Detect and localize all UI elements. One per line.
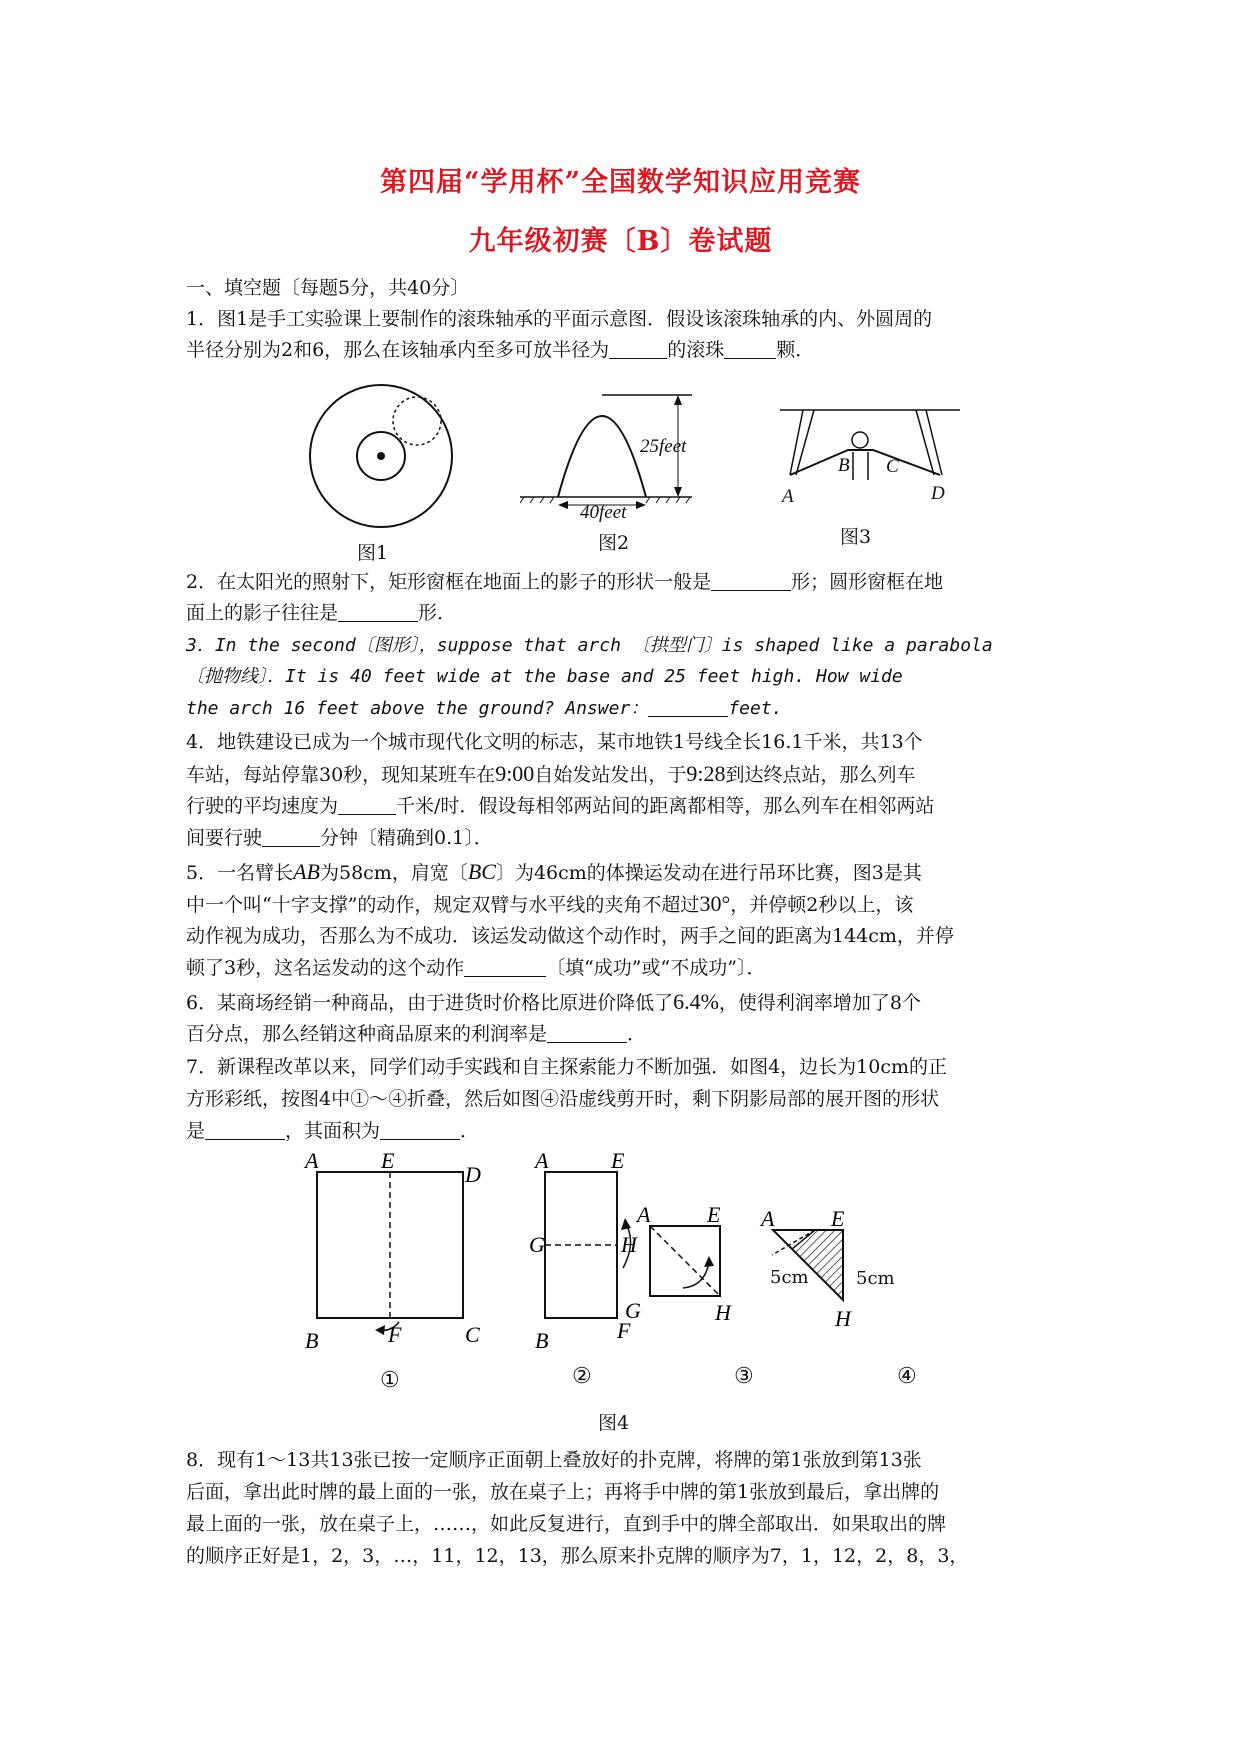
svg-text:H: H bbox=[835, 1306, 851, 1331]
figure-4-caption: 图4 bbox=[598, 1412, 630, 1434]
q8-line1: 8．现有1～13共13张已按一定顺序正面朝上叠放好的扑克牌，将牌的第1张放到第13张 bbox=[186, 1449, 922, 1471]
svg-text:H: H bbox=[715, 1300, 731, 1325]
figure-4-sub-1: ① bbox=[380, 1368, 400, 1393]
q4-blank1[interactable] bbox=[338, 796, 396, 815]
q6-line1: 6．某商场经销一种商品，由于进货时价格比原进价降低了6.4%，使得利润率增加了8个 bbox=[186, 989, 922, 1014]
figure-3-label-d: D bbox=[931, 483, 945, 504]
svg-text:C: C bbox=[465, 1322, 480, 1347]
figure-2-width-label: 40feet bbox=[580, 502, 627, 523]
q4-line3: 行驶的平均速度为 千米/时．假设每相邻两站间的距离都相等，那么列车在相邻两站 bbox=[186, 795, 935, 817]
figure-3-label-c: C bbox=[886, 456, 899, 477]
q4-line4: 间要行驶 分钟〔精确到0.1〕． bbox=[186, 827, 493, 849]
q1-line1: 1．图1是手工实验课上要制作的滚珠轴承的平面示意图．假设该滚珠轴承的内、外圆周的 bbox=[186, 308, 933, 330]
q4-blank2[interactable] bbox=[262, 828, 320, 847]
page-title: 第四届“学用杯”全国数学知识应用竞赛 bbox=[379, 167, 862, 198]
q7-blank1[interactable] bbox=[205, 1121, 285, 1140]
q1-blank1[interactable] bbox=[609, 340, 667, 359]
q2-blank2[interactable] bbox=[338, 603, 418, 622]
q3-blank[interactable] bbox=[648, 698, 728, 717]
figure-1-caption: 图1 bbox=[357, 542, 389, 564]
q8-line2: 后面，拿出此时牌的最上面的一张，放在桌子上；再将手中牌的第1张放到最后，拿出牌的 bbox=[186, 1481, 940, 1503]
q4-line1: 4．地铁建设已成为一个城市现代化文明的标志，某市地铁1号线全长16.1千米，共13个 bbox=[186, 731, 923, 753]
q2-line2: 面上的影子往往是 形． bbox=[186, 602, 457, 624]
figure-3-caption: 图3 bbox=[840, 526, 872, 548]
q1-line2: 半径分别为2和6，那么在该轴承内至多可放半径为 的滚珠 颗． bbox=[186, 339, 815, 361]
svg-text:A: A bbox=[305, 1150, 319, 1173]
figure-4-dim-right: 5cm bbox=[856, 1268, 895, 1289]
svg-text:E: E bbox=[707, 1202, 721, 1227]
figure-4-folding bbox=[295, 1150, 975, 1350]
figure-4-sub-3: ③ bbox=[734, 1364, 754, 1389]
figure-4-sub-4: ④ bbox=[897, 1364, 917, 1389]
q8-line4: 的顺序正好是1，2，3，…，11，12，13，那么原来扑克牌的顺序为7，1，12，2，8，3， bbox=[186, 1545, 969, 1567]
figure-1-bearing bbox=[305, 380, 465, 540]
figure-3-label-a: A bbox=[782, 486, 794, 507]
svg-text:B: B bbox=[535, 1328, 549, 1350]
q3-line2: 〔抛物线〕．It is 40 feet wide at the base and 25 feet high. How wide bbox=[186, 666, 903, 687]
q3-line1: 3．In the second〔图形〕，suppose that arch 〔拱型门〕is shaped like a parabola bbox=[186, 635, 993, 656]
svg-text:E: E bbox=[611, 1150, 625, 1173]
q5-line2: 中一个叫“十字支撑”的动作，规定双臂与水平线的夹角不超过30°，并停顿2秒以上，该 bbox=[186, 891, 914, 916]
q5-line4: 顿了3秒，这名运发动的这个动作 〔填“成功”或“不成功”〕． bbox=[186, 957, 766, 979]
q5-line3: 动作视为成功，否那么为不成功．该运发动做这个动作时，两手之间的距离为144cm，并停 bbox=[186, 925, 954, 947]
q1-blank2[interactable] bbox=[724, 340, 776, 359]
svg-text:B: B bbox=[305, 1328, 319, 1350]
q7-line1: 7．新课程改革以来，同学们动手实践和自主探索能力不断加强．如图4，边长为10cm的正 bbox=[186, 1056, 948, 1078]
svg-text:A: A bbox=[761, 1206, 775, 1231]
figure-3-label-b: B bbox=[838, 455, 850, 476]
q7-line3: 是 ，其面积为 ． bbox=[186, 1120, 480, 1142]
svg-text:E: E bbox=[381, 1150, 395, 1173]
svg-text:D: D bbox=[465, 1162, 481, 1187]
figure-4-dim-left: 5cm bbox=[770, 1267, 809, 1288]
q5-blank[interactable] bbox=[464, 958, 546, 977]
q7-blank2[interactable] bbox=[380, 1121, 460, 1140]
svg-text:G: G bbox=[529, 1232, 545, 1257]
figure-4-sub-2: ② bbox=[572, 1364, 592, 1389]
svg-text:G: G bbox=[625, 1298, 641, 1323]
figure-2-caption: 图2 bbox=[598, 532, 630, 554]
q3-line3: the arch 16 feet above the ground? Answer： feet. bbox=[186, 698, 783, 719]
svg-text:F: F bbox=[388, 1322, 402, 1347]
q6-blank[interactable] bbox=[547, 1024, 627, 1043]
svg-text:E: E bbox=[831, 1206, 845, 1231]
q4-line2: 车站，每站停靠30秒，现知某班车在9:00自始发站发出，于9:28到达终点站，那么列车 bbox=[186, 761, 916, 786]
page-subtitle: 九年级初赛〔B〕卷试题 bbox=[468, 226, 773, 257]
svg-text:F: F bbox=[617, 1318, 631, 1343]
q8-line3: 最上面的一张，放在桌子上，……，如此反复进行，直到手中的牌全部取出．如果取出的牌 bbox=[186, 1513, 947, 1535]
q5-line1: 5．一名臂长AB为58cm，肩宽〔BC〕为46cm的体操运发动在进行吊环比赛，图3是其 bbox=[186, 859, 922, 884]
q7-line2: 方形彩纸，按图4中①～④折叠，然后如图④沿虚线剪开时，剩下阴影局部的展开图的形状 bbox=[186, 1088, 940, 1110]
figure-2-height-label: 25feet bbox=[640, 436, 687, 457]
q2-blank1[interactable] bbox=[711, 572, 791, 591]
section-heading: 一、填空题〔每题5分，共40分〕 bbox=[186, 277, 470, 299]
svg-text:H: H bbox=[621, 1232, 637, 1257]
q2-line1: 2．在太阳光的照射下，矩形窗框在地面上的影子的形状一般是 形；圆形窗框在地 bbox=[186, 571, 944, 593]
svg-text:A: A bbox=[535, 1150, 549, 1173]
svg-text:A: A bbox=[637, 1202, 651, 1227]
q6-line2: 百分点，那么经销这种商品原来的利润率是 ． bbox=[186, 1023, 647, 1045]
